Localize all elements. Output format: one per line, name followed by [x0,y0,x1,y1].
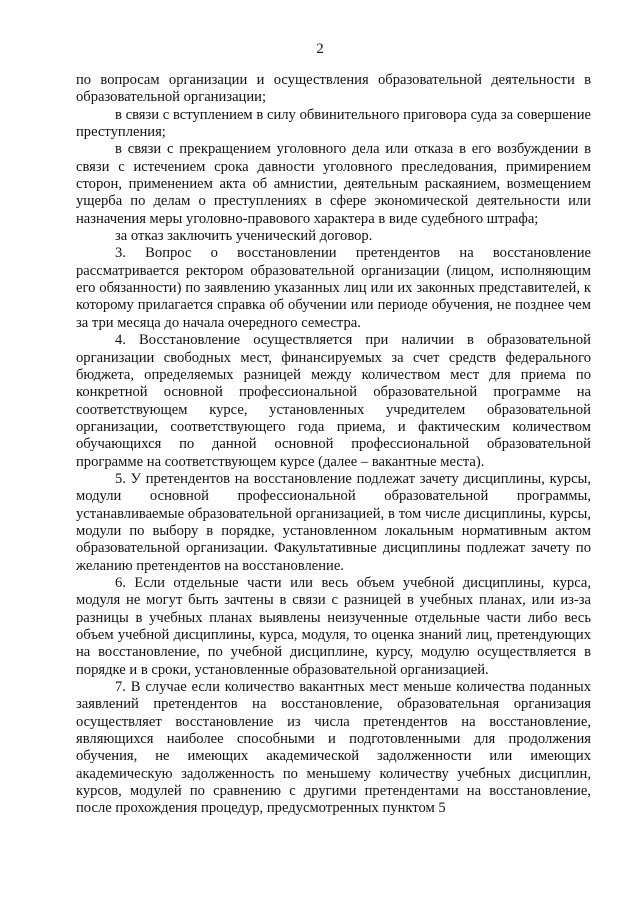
paragraph-apprenticeship-refusal: за отказ заключить ученический договор. [115,228,373,245]
paragraph-continuation: по вопросам организации и осуществления образовательной деятельности в образовательной организации; [76,72,591,106]
paragraph-item-5: 5. У претендентов на восстановление подлежат зачету дисциплины, курсы, модули основной профессиональной образовательной программы, устанавливаемые образовательной организацией, в том числе дисциплины, курсы, модули по выбору в порядке, установленном локальным нормативным актом образовательной организации. Факультативные дисциплины подлежат зачету по желанию претендентов на восстановление. [76,470,591,574]
paragraph-item-6: 6. Если отдельные части или весь объем учебной дисциплины, курса, модуля не могут быть зачтены в связи с разницей в учебных планах, или из-за разницы в учебных планах выявлены неизученные отдельные части либо весь объем учебной дисциплины, курса, модуля, то оценка знаний лиц, претендующих на восстановление, по учебной дисциплине, курсу, модулю осуществляется в порядке и в сроки, установленные образовательной организацией. [76,574,591,678]
paragraph-case-termination: в связи с прекращением уголовного дела или отказа в его возбуждении в связи с истечением срока давности уголовного преследования, примирением сторон, применением акта об амнистии, деятельным раскаянием, возмещением ущерба по делам о преступлениях в сфере экономической деятельности или назначения меры уголовно-правового характера в виде судебного штрафа; [76,141,591,227]
paragraph-item-7: 7. В случае если количество вакантных мест меньше количества поданных заявлений претендентов на восстановление, образовательная организация осуществляет восстановление из числа претендентов на восстановление, являющихся наиболее способными и подготовленными для продолжения обучения, не имеющих академической задолженности или имеющих академическую задолженность по меньшему количеству учебных дисциплин, курсов, модулей по сравнению с другими претендентами на восстановление, после прохождения процедур, предусмотренных пунктом 5 [76,679,591,817]
paragraph-item-4: 4. Восстановление осуществляется при наличии в образовательной организации свободных мест, финансируемых за счет средств федерального бюджета, определяемых разницей между количеством мест для приема по конкретной основной профессиональной образовательной программе на соответствующем курсе, установленных учредителем образовательной организации, соответствующего года приема, и фактическим количеством обучающихся по данной основной профессиональной образовательной программе на соответствующем курсе (далее – вакантные места). [76,332,591,470]
paragraph-conviction: в связи с вступлением в силу обвинительного приговора суда за совершение преступления; [76,106,591,141]
paragraph-item-3: 3. Вопрос о восстановлении претендентов на восстановление рассматривается ректором образовательной организации (лицом, исполняющим его обязанности) по заявлению указанных лиц или их законных представителей, к которому прилагается справка об обучении или периоде обучения, не позднее чем за три месяца до начала очередного семестра. [76,245,591,331]
page-number: 2 [316,41,324,57]
document-body [76,72,591,818]
